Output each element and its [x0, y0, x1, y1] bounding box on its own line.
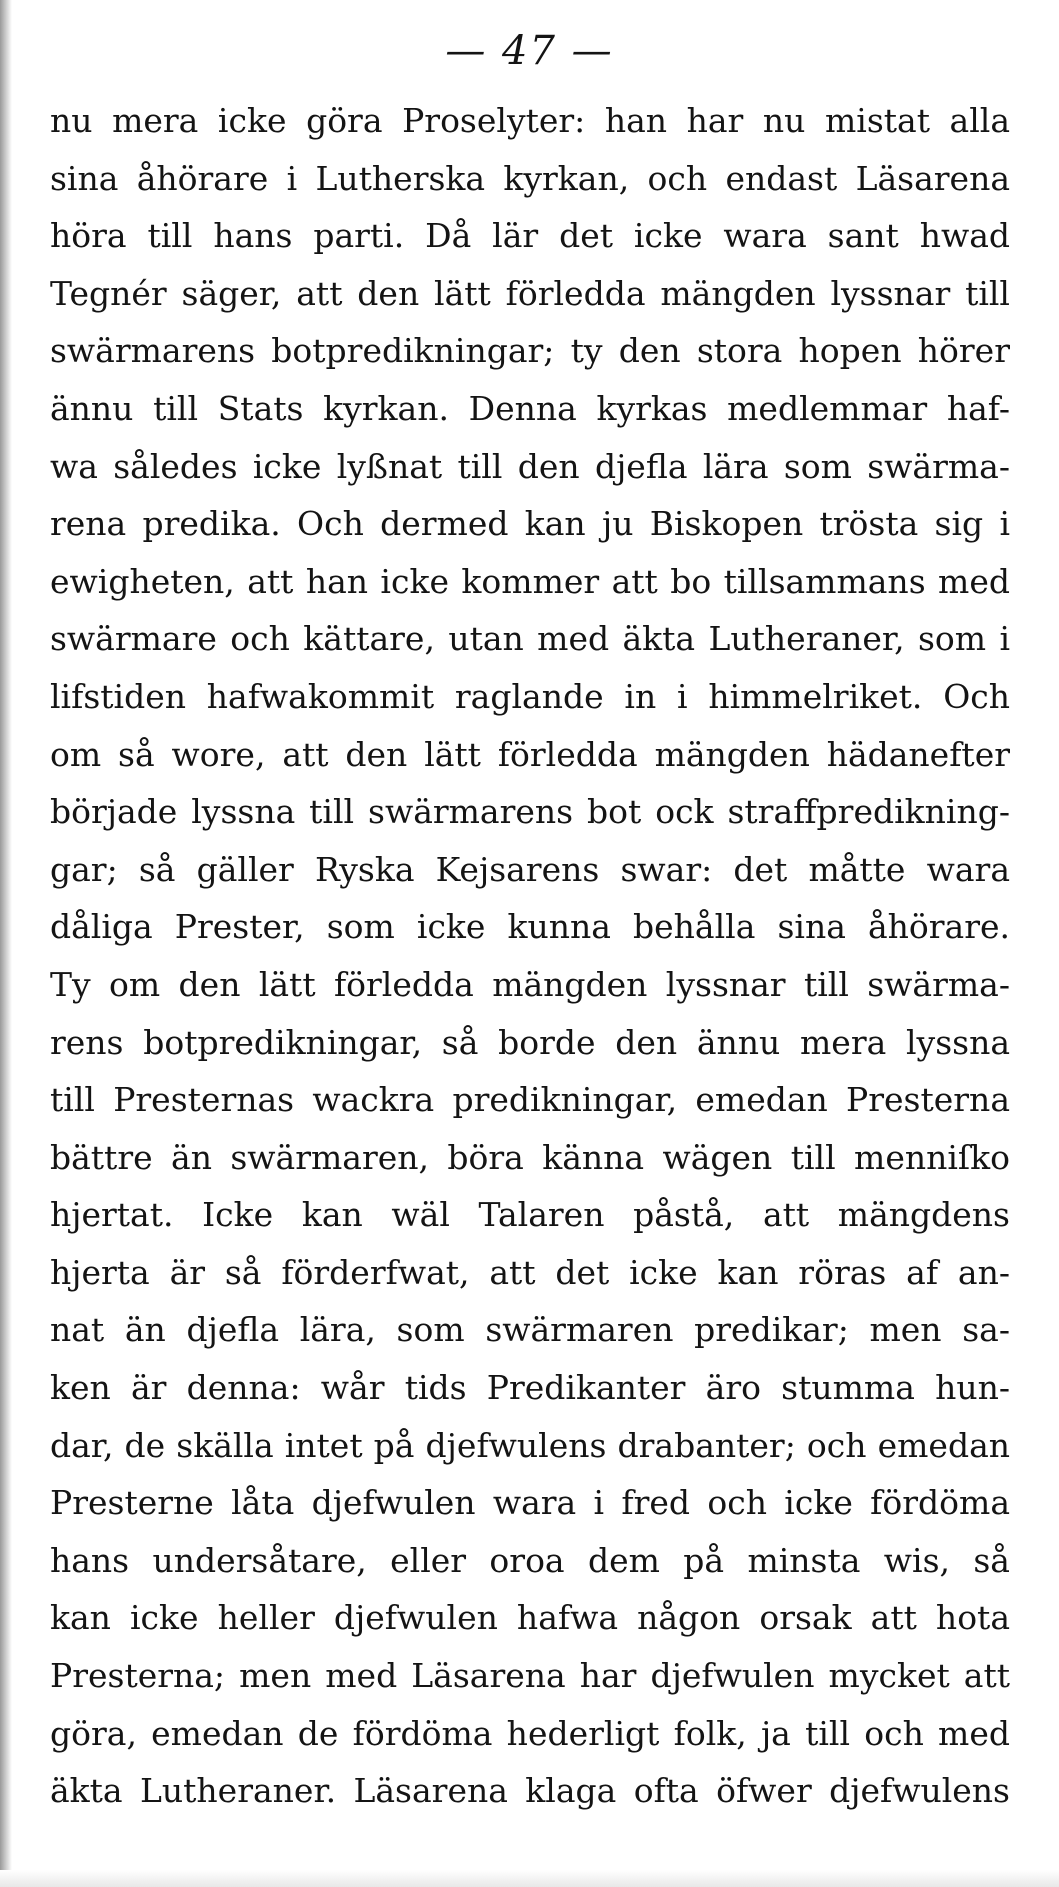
text-line: sina åhörare i Lutherska kyrkan, och endast Läsarena: [50, 158, 1010, 198]
text-line: swärmare och kättare, utan med äkta Lutheraner, som i: [50, 619, 1010, 659]
text-line: kan icke heller djefwulen hafwa någon orsak att hota: [50, 1598, 1010, 1638]
text-line: nat än djefla lära, som swärmaren predikar; men sa-: [50, 1310, 1010, 1350]
text-line: dåliga Prester, som icke kunna behålla sina åhörare.: [50, 907, 1010, 947]
text-line: hjertat. Icke kan wäl Talaren påstå, att mängdens: [50, 1195, 1010, 1235]
page-bottom-edge: [0, 1870, 1059, 1887]
body-text: [50, 92, 1010, 1820]
text-line: lifstiden hafwakommit raglande in i himmelriket. Och: [50, 676, 1010, 716]
text-line: dar, de skälla intet på djefwulens drabanter; och emedan: [50, 1425, 1010, 1465]
text-line: swärmarens botpredikningar; ty den stora hopen hörer: [50, 331, 1010, 371]
text-line: hans undersåtare, eller oroa dem på minsta wis, så: [50, 1540, 1010, 1580]
text-line: bättre än swärmaren, böra känna wägen till menniſko: [50, 1137, 1010, 1177]
text-line: Tegnér säger, att den lätt förledda mängden lyssnar till: [50, 273, 1010, 313]
text-line: om så wore, att den lätt förledda mängden hädanefter: [50, 734, 1010, 774]
text-line: wa således icke lyßnat till den djefla lära som swärma-: [50, 446, 1010, 486]
text-line: hjerta är så förderfwat, att det icke kan röras af an-: [50, 1252, 1010, 1292]
text-line: Presterna; men med Läsarena har djefwulen mycket att: [50, 1656, 1010, 1696]
text-line: rena predika. Och dermed kan ju Biskopen trösta sig i: [50, 504, 1010, 544]
text-line: nu mera icke göra Proselyter: han har nu mistat alla: [50, 101, 1010, 140]
text-line: ewigheten, att han icke kommer att bo tillsammans med: [50, 561, 1010, 601]
text-line: gar; så gäller Ryska Kejsarens swar: det måtte wara: [50, 849, 1010, 889]
page-binding-edge: [0, 0, 12, 1887]
page-number: — 47 —: [445, 28, 614, 74]
text-line: göra, emedan de fördöma hederligt folk, ja till och med: [50, 1713, 1010, 1753]
text-line: ännu till Stats kyrkan. Denna kyrkas medlemmar haf-: [50, 388, 1010, 428]
text-line: ken är denna: wår tids Predikanter äro stumma hun-: [50, 1368, 1010, 1408]
text-line: äkta Lutheraner. Läsarena klaga ofta öfwer djefwulens: [50, 1771, 1010, 1811]
text-line: rens botpredikningar, så borde den ännu mera lyssna: [50, 1022, 1010, 1062]
text-line: började lyssna till swärmarens bot ock straffpredikning-: [50, 792, 1010, 832]
text-line: till Presternas wackra predikningar, emedan Presterna: [50, 1080, 1010, 1120]
text-line: Ty om den lätt förledda mängden lyssnar till swärma-: [50, 964, 1010, 1004]
text-line: Presterne låta djefwulen wara i fred och icke fördöma: [50, 1483, 1010, 1523]
text-line: höra till hans parti. Då lär det icke wara sant hwad: [50, 216, 1010, 256]
